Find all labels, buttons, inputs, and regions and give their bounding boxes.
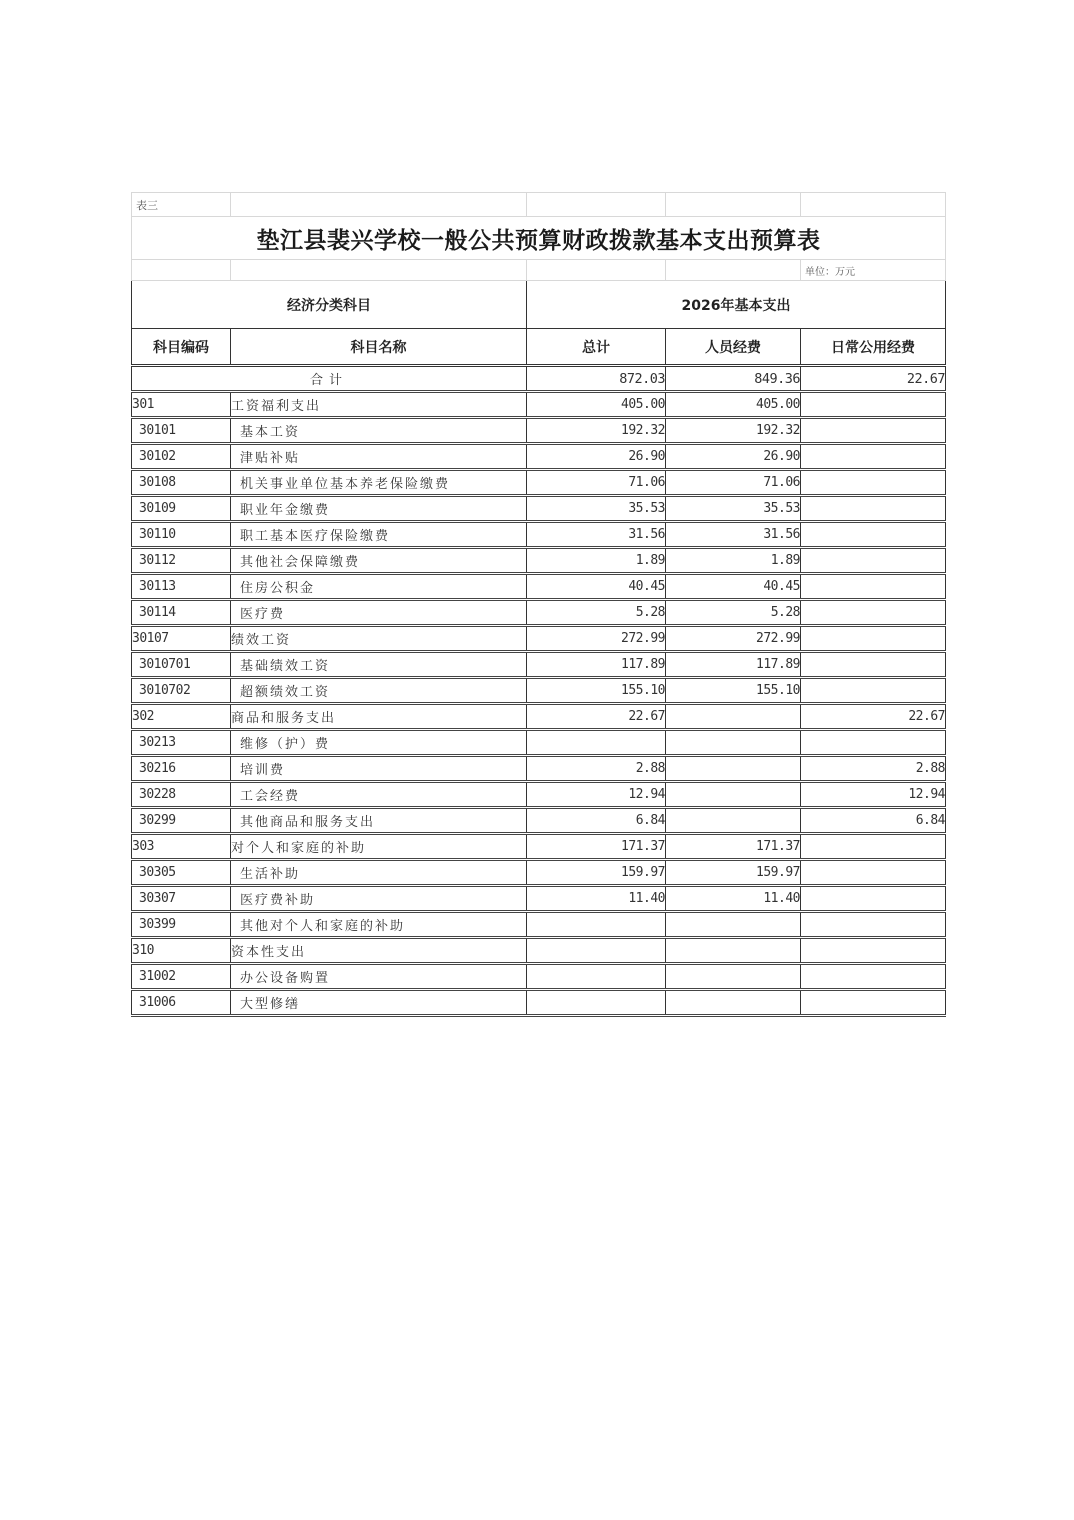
row-personnel xyxy=(666,756,801,782)
row-total xyxy=(527,730,666,756)
row-code: 310 xyxy=(132,938,231,964)
row-code: 30113 xyxy=(132,574,231,600)
row-personnel: 26.90 xyxy=(666,444,801,470)
row-name: 医疗费补助 xyxy=(231,886,527,912)
row-name: 津贴补贴 xyxy=(231,444,527,470)
row-personnel: 1.89 xyxy=(666,548,801,574)
row-code: 3010701 xyxy=(132,652,231,678)
table-row xyxy=(132,392,946,418)
table-label-row xyxy=(132,193,946,217)
row-code: 30305 xyxy=(132,860,231,886)
table-row xyxy=(132,704,946,730)
row-public xyxy=(801,548,946,574)
total-personnel: 849.36 xyxy=(666,366,801,392)
row-personnel: 272.99 xyxy=(666,626,801,652)
table-row xyxy=(132,574,946,600)
table-row xyxy=(132,522,946,548)
row-code: 30102 xyxy=(132,444,231,470)
page-title: 垫江县裴兴学校一般公共预算财政拨款基本支出预算表 xyxy=(132,217,946,260)
row-public: 22.67 xyxy=(801,704,946,730)
row-name: 基础绩效工资 xyxy=(231,652,527,678)
table-row xyxy=(132,860,946,886)
row-personnel: 31.56 xyxy=(666,522,801,548)
row-name: 其他社会保障缴费 xyxy=(231,548,527,574)
row-name: 机关事业单位基本养老保险缴费 xyxy=(231,470,527,496)
row-code: 31002 xyxy=(132,964,231,990)
row-code: 30307 xyxy=(132,886,231,912)
row-total: 405.00 xyxy=(527,392,666,418)
row-code: 30114 xyxy=(132,600,231,626)
row-personnel xyxy=(666,964,801,990)
header-econ-group: 经济分类科目 xyxy=(132,281,527,329)
row-total: 71.06 xyxy=(527,470,666,496)
table-row xyxy=(132,418,946,444)
unit-label: 单位：万元 xyxy=(801,260,946,281)
row-public xyxy=(801,912,946,938)
row-code: 30228 xyxy=(132,782,231,808)
row-personnel: 192.32 xyxy=(666,418,801,444)
table-row xyxy=(132,496,946,522)
row-public xyxy=(801,418,946,444)
row-code: 30110 xyxy=(132,522,231,548)
header-code: 科目编码 xyxy=(132,329,231,366)
row-name: 办公设备购置 xyxy=(231,964,527,990)
total-total: 872.03 xyxy=(527,366,666,392)
row-public xyxy=(801,678,946,704)
row-public xyxy=(801,964,946,990)
row-total: 2.88 xyxy=(527,756,666,782)
row-name: 资本性支出 xyxy=(231,938,527,964)
row-code: 30299 xyxy=(132,808,231,834)
table-row xyxy=(132,964,946,990)
budget-table xyxy=(131,192,946,1017)
table-row xyxy=(132,834,946,860)
row-code: 30101 xyxy=(132,418,231,444)
table-row xyxy=(132,626,946,652)
header-name: 科目名称 xyxy=(231,329,527,366)
row-code: 3010702 xyxy=(132,678,231,704)
table-label: 表三 xyxy=(132,193,231,217)
row-total: 26.90 xyxy=(527,444,666,470)
row-personnel: 155.10 xyxy=(666,678,801,704)
table-row xyxy=(132,912,946,938)
row-public xyxy=(801,730,946,756)
table-row xyxy=(132,756,946,782)
row-name: 住房公积金 xyxy=(231,574,527,600)
row-name: 对个人和家庭的补助 xyxy=(231,834,527,860)
unit-row xyxy=(132,260,946,281)
row-public: 12.94 xyxy=(801,782,946,808)
table-row xyxy=(132,652,946,678)
row-total: 31.56 xyxy=(527,522,666,548)
row-total: 6.84 xyxy=(527,808,666,834)
row-code: 30108 xyxy=(132,470,231,496)
row-public xyxy=(801,574,946,600)
row-name: 大型修缮 xyxy=(231,990,527,1016)
row-public xyxy=(801,522,946,548)
row-personnel: 35.53 xyxy=(666,496,801,522)
header-group-row xyxy=(132,281,946,329)
row-public xyxy=(801,444,946,470)
row-name: 职工基本医疗保险缴费 xyxy=(231,522,527,548)
row-name: 其他商品和服务支出 xyxy=(231,808,527,834)
table-row xyxy=(132,444,946,470)
row-personnel: 159.97 xyxy=(666,860,801,886)
table-row xyxy=(132,886,946,912)
row-code: 30216 xyxy=(132,756,231,782)
title-row xyxy=(132,217,946,260)
row-total: 155.10 xyxy=(527,678,666,704)
row-public xyxy=(801,990,946,1016)
row-name: 超额绩效工资 xyxy=(231,678,527,704)
row-code: 301 xyxy=(132,392,231,418)
row-public xyxy=(801,652,946,678)
table-row xyxy=(132,678,946,704)
row-public: 6.84 xyxy=(801,808,946,834)
row-total xyxy=(527,964,666,990)
row-total: 117.89 xyxy=(527,652,666,678)
table-row xyxy=(132,990,946,1016)
table-row xyxy=(132,782,946,808)
row-total: 22.67 xyxy=(527,704,666,730)
row-total: 159.97 xyxy=(527,860,666,886)
row-name: 其他对个人和家庭的补助 xyxy=(231,912,527,938)
row-total: 192.32 xyxy=(527,418,666,444)
row-code: 303 xyxy=(132,834,231,860)
row-total: 35.53 xyxy=(527,496,666,522)
row-personnel xyxy=(666,990,801,1016)
row-total: 11.40 xyxy=(527,886,666,912)
row-total: 1.89 xyxy=(527,548,666,574)
row-public xyxy=(801,886,946,912)
header-personnel: 人员经费 xyxy=(666,329,801,366)
row-public xyxy=(801,860,946,886)
row-public xyxy=(801,834,946,860)
total-label: 合计 xyxy=(132,366,527,392)
row-personnel: 171.37 xyxy=(666,834,801,860)
row-code: 30107 xyxy=(132,626,231,652)
row-personnel xyxy=(666,912,801,938)
row-code: 302 xyxy=(132,704,231,730)
row-code: 30112 xyxy=(132,548,231,574)
row-personnel: 405.00 xyxy=(666,392,801,418)
row-public: 2.88 xyxy=(801,756,946,782)
row-personnel: 71.06 xyxy=(666,470,801,496)
row-code: 30109 xyxy=(132,496,231,522)
table-row xyxy=(132,808,946,834)
row-public xyxy=(801,600,946,626)
row-name: 绩效工资 xyxy=(231,626,527,652)
row-total: 272.99 xyxy=(527,626,666,652)
row-personnel xyxy=(666,704,801,730)
row-code: 30213 xyxy=(132,730,231,756)
header-total: 总计 xyxy=(527,329,666,366)
table-row xyxy=(132,730,946,756)
row-total: 12.94 xyxy=(527,782,666,808)
table-row xyxy=(132,600,946,626)
row-code: 31006 xyxy=(132,990,231,1016)
row-personnel: 117.89 xyxy=(666,652,801,678)
row-public xyxy=(801,470,946,496)
row-personnel xyxy=(666,938,801,964)
row-total: 5.28 xyxy=(527,600,666,626)
row-name: 培训费 xyxy=(231,756,527,782)
row-total xyxy=(527,912,666,938)
total-row xyxy=(132,366,946,392)
row-name: 工会经费 xyxy=(231,782,527,808)
header-columns-row xyxy=(132,329,946,366)
row-total xyxy=(527,938,666,964)
row-personnel xyxy=(666,782,801,808)
row-name: 工资福利支出 xyxy=(231,392,527,418)
row-name: 维修（护）费 xyxy=(231,730,527,756)
total-public: 22.67 xyxy=(801,366,946,392)
row-total: 40.45 xyxy=(527,574,666,600)
row-personnel xyxy=(666,808,801,834)
row-personnel xyxy=(666,730,801,756)
row-name: 职业年金缴费 xyxy=(231,496,527,522)
row-name: 商品和服务支出 xyxy=(231,704,527,730)
row-public xyxy=(801,496,946,522)
row-public xyxy=(801,392,946,418)
row-total: 171.37 xyxy=(527,834,666,860)
row-personnel: 11.40 xyxy=(666,886,801,912)
row-name: 生活补助 xyxy=(231,860,527,886)
row-name: 基本工资 xyxy=(231,418,527,444)
header-public: 日常公用经费 xyxy=(801,329,946,366)
row-public xyxy=(801,626,946,652)
header-year-group: 2026年基本支出 xyxy=(527,281,946,329)
row-personnel: 5.28 xyxy=(666,600,801,626)
table-row xyxy=(132,548,946,574)
row-total xyxy=(527,990,666,1016)
table-row xyxy=(132,938,946,964)
row-public xyxy=(801,938,946,964)
row-name: 医疗费 xyxy=(231,600,527,626)
table-row xyxy=(132,470,946,496)
row-personnel: 40.45 xyxy=(666,574,801,600)
row-code: 30399 xyxy=(132,912,231,938)
